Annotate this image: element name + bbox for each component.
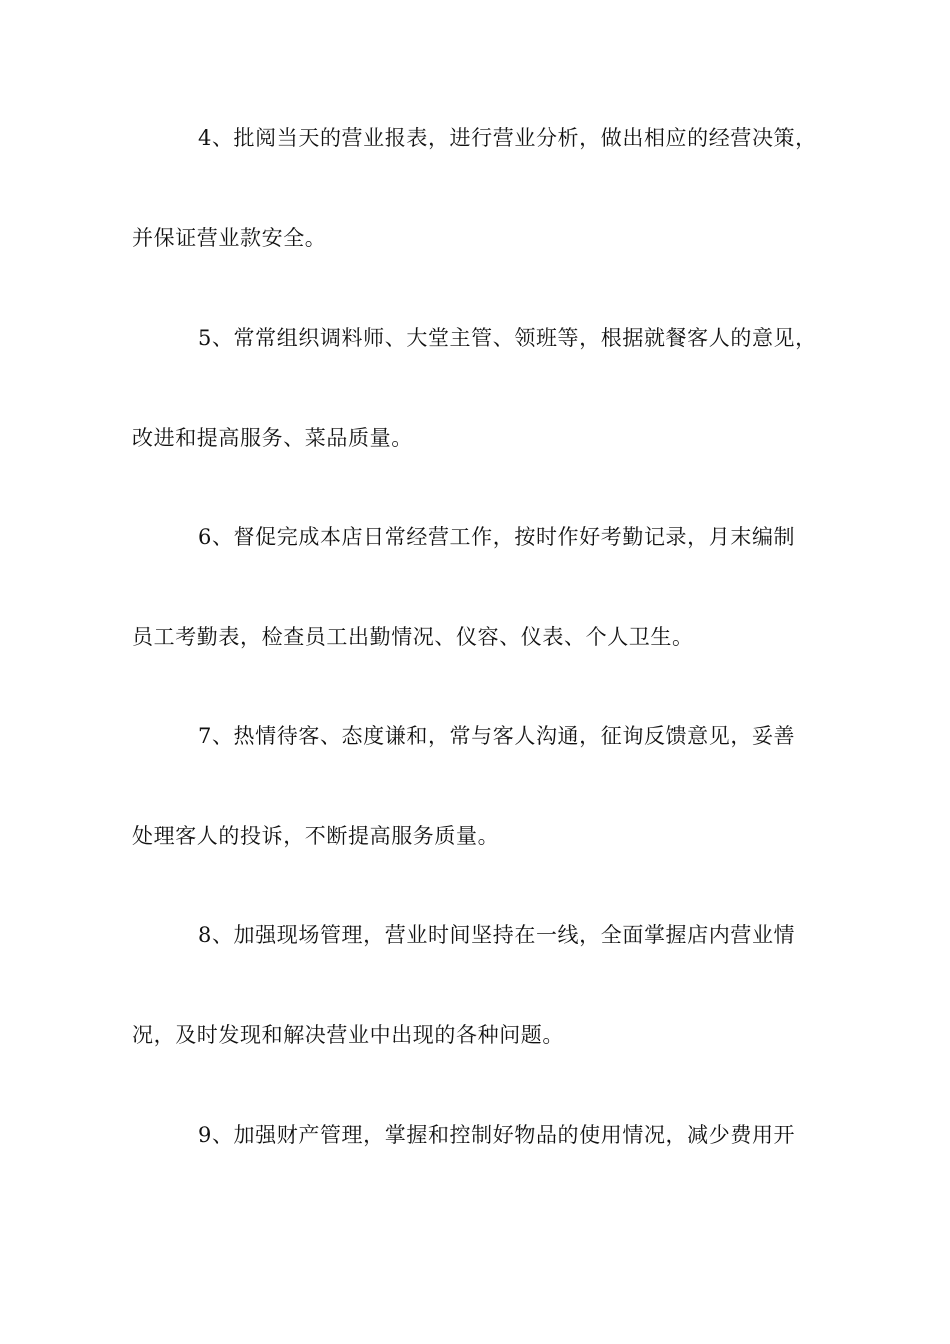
item-6-line-1: 6、督促完成本店日常经营工作，按时作好考勤记录，月末编制 xyxy=(198,525,796,549)
item-5-line-1: 5、常常组织调料师、大堂主管、领班等，根据就餐客人的意见， xyxy=(198,326,817,350)
item-9-line-1: 9、加强财产管理，掌握和控制好物品的使用情况，减少费用开 xyxy=(198,1123,796,1147)
item-8-line-2: 况，及时发现和解决营业中出现的各种问题。 xyxy=(132,1023,564,1047)
item-6-line-2: 员工考勤表，检查员工出勤情况、仪容、仪表、个人卫生。 xyxy=(132,625,694,649)
item-4-line-1: 4、批阅当天的营业报表，进行营业分析，做出相应的经营决策， xyxy=(198,126,817,150)
item-4-line-2: 并保证营业款安全。 xyxy=(132,226,327,250)
item-7-line-2: 处理客人的投诉，不断提高服务质量。 xyxy=(132,824,500,848)
item-8-line-1: 8、加强现场管理，营业时间坚持在一线，全面掌握店内营业情 xyxy=(198,923,796,947)
item-5-line-2: 改进和提高服务、菜品质量。 xyxy=(132,426,413,450)
item-7-line-1: 7、热情待客、态度谦和，常与客人沟通，征询反馈意见，妥善 xyxy=(198,724,796,748)
